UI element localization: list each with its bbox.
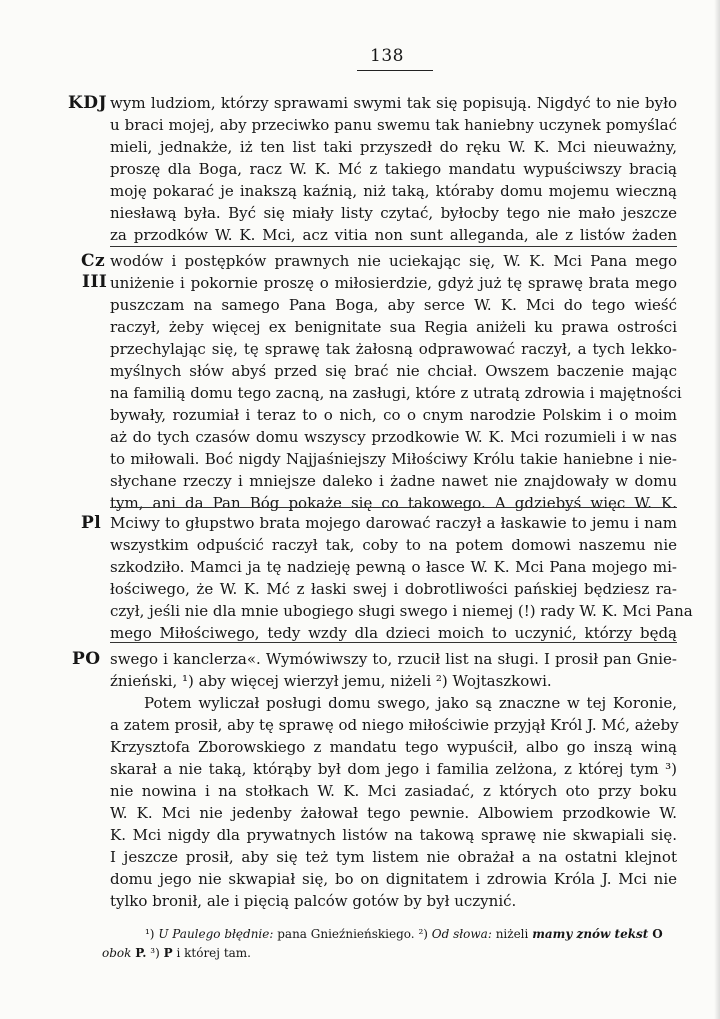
section-separator — [110, 246, 677, 247]
footnote-italic: obok — [102, 946, 132, 960]
paragraph-line: Krzysztofa Zborowskiego z mandatu tego wypuścił, albo go inszą winą — [110, 738, 677, 756]
text-line: tym, ani da Pan Bóg pokaże się co takowego. A gdziebyś więc W. K. — [110, 494, 677, 512]
text-line: puszczam na samego Pana Boga, aby serce W. K. Mci do tego wieść — [110, 296, 677, 314]
text-line: wodów i postępków prawnych nie uciekając się, W. K. Mci Pana mego — [110, 252, 677, 270]
text-line: słychane rzeczy i mniejsze daleko i żadne nawet nie znajdowały w domu — [110, 472, 677, 490]
footnote-text: niżeli — [495, 927, 529, 941]
footnote-marker: ²) — [418, 927, 428, 941]
text-line: swego i kanclerza«. Wymówiwszy to, rzucił list na sługi. I prosił pan Gnie- — [110, 650, 677, 668]
footnote-text: P. — [135, 946, 147, 960]
text-line: raczył, żeby więcej ex benignitate sua Regia aniżeli ku prawa ostrości — [110, 318, 677, 336]
text-line: to miłowali. Boć nigdy Najjaśniejszy Miłościwy Królu takie haniebne i nie- — [110, 450, 677, 468]
footnote-line-1 — [145, 925, 675, 944]
text-line: u braci mojej, aby przeciwko panu swemu tak haniebny uczynek pomyślać — [110, 116, 677, 134]
paragraph-line: Potem wyliczał posługi domu swego, jako są znaczne w tej Koronie, — [144, 694, 677, 712]
text-line: aż do tych czasów domu wszyscy przodkowie W. K. Mci rozumieli i w nas — [110, 428, 677, 446]
text-line: mieli, jednakże, iż ten list taki przyszedł do ręku W. K. Mci nieuważny, — [110, 138, 677, 156]
footnote-marker: ¹) — [145, 927, 155, 941]
footnote-italic: mamy znów tekst — [532, 927, 649, 941]
text-line: wszystkim odpuścić raczył tak, coby to na potem domowi naszemu nie — [110, 536, 677, 554]
section-separator — [110, 642, 677, 643]
paragraph-line: nie nowina i na stołkach W. K. Mci zasiadać, z których oto przy boku — [110, 782, 677, 800]
paragraph-line: W. K. Mci nie jedenby żałował tego pewnie. Albowiem przodkowie W. — [110, 804, 677, 822]
text-line: wym ludziom, którzy sprawami swymi tak się popisują. Nigdyć to nie było — [110, 94, 677, 112]
paragraph-line: K. Mci nigdy dla prywatnych listów na takową sprawę nie skwapiali się. — [110, 826, 677, 844]
text-line: moję pokarać je inakszą kaźnią, niż taką, któraby domu mojemu wieczną — [110, 182, 677, 200]
text-line: za przodków W. K. Mci, acz vitia non sunt alleganda, ale z listów żaden — [110, 226, 677, 244]
text-line: na familią domu tego zacną, na zasługi, które z utratą zdrowia i majętności — [110, 384, 682, 402]
paragraph-line: a zatem prosił, aby tę sprawę od niego miłościwie przyjął Król J. Mć, ażeby — [110, 716, 679, 734]
text-line: mego Miłościwego, tedy wzdy dla dzieci moich to uczynić, którzy będą — [110, 624, 677, 642]
text-line: szkodziło. Mamci ja tę nadzieję pewną o łasce W. K. Mci Pana mojego mi- — [110, 558, 677, 576]
text-line: niesławą była. Być się miały listy czytać, byłocby tego nie mało jeszcze — [110, 204, 677, 222]
paragraph-line: I jeszcze prosił, aby się też tym listem nie obrażał a na ostatni klejnot — [110, 848, 677, 866]
sigla-cz: Cz — [81, 251, 106, 271]
footnote-marker: ³) — [150, 946, 160, 960]
paragraph-line: skarał a nie taką, którąby był dom jego i familia zelżona, z której tym ³) — [110, 760, 677, 778]
text-line: czył, jeśli nie dla mnie ubogiego sługi swego i niemej (!) rady W. K. Mci Pana — [110, 602, 693, 620]
text-line: uniżenie i pokornie proszę o miłosierdzie, gdyż już tę sprawę brata mego — [110, 274, 677, 292]
footnote-text: i której tam. — [176, 946, 251, 960]
footnote-italic: U Paulego błędnie: — [158, 927, 274, 941]
paragraph-line: tylko bronił, ale i pięcią palców gotów by był uczynić. — [110, 892, 517, 910]
footnote-text: P — [163, 946, 173, 960]
page-number: 138 — [370, 46, 404, 66]
footnote-line-2 — [102, 944, 669, 963]
text-line: przechylając się, tę sprawę tak żałosną odprawować raczył, a tych lekko- — [110, 340, 677, 358]
footnote-text: O — [652, 927, 663, 941]
text-line: myślnych słów abyś przed się brać nie chciał. Owszem baczenie mając — [110, 362, 677, 380]
section-separator — [110, 507, 677, 508]
sigla-iii: III — [82, 272, 108, 292]
binding-edge-shadow — [714, 0, 720, 1019]
text-line: bywały, rozumiał i teraz to o nich, co o cnym narodzie Polskim i o moim — [110, 406, 677, 424]
text-line: łościwego, że W. K. Mć z łaski swej i dobrotliwości pańskiej będziesz ra- — [110, 580, 677, 598]
text-line: Mciwy to głupstwo brata mojego darować raczył a łaskawie to jemu i nam — [110, 514, 677, 532]
page-number-underline — [357, 70, 433, 71]
footnote-italic: Od słowa: — [431, 927, 492, 941]
text-line: źnieński, ¹) aby więcej wierzył jemu, niżeli ²) Wojtaszkowi. — [110, 672, 552, 690]
text-line: proszę dla Boga, racz W. K. Mć z takiego mandatu wypuściwszy bracią — [110, 160, 677, 178]
paragraph-line: domu jego nie skwapiał się, bo on dignitatem i zdrowia Króla J. Mci nie — [110, 870, 677, 888]
sigla-kdj: KDJ — [68, 93, 108, 113]
sigla-po: PO — [72, 649, 101, 669]
sigla-pl: Pl — [81, 513, 102, 533]
footnote-text: pana Gnieźnieńskiego. — [277, 927, 415, 941]
